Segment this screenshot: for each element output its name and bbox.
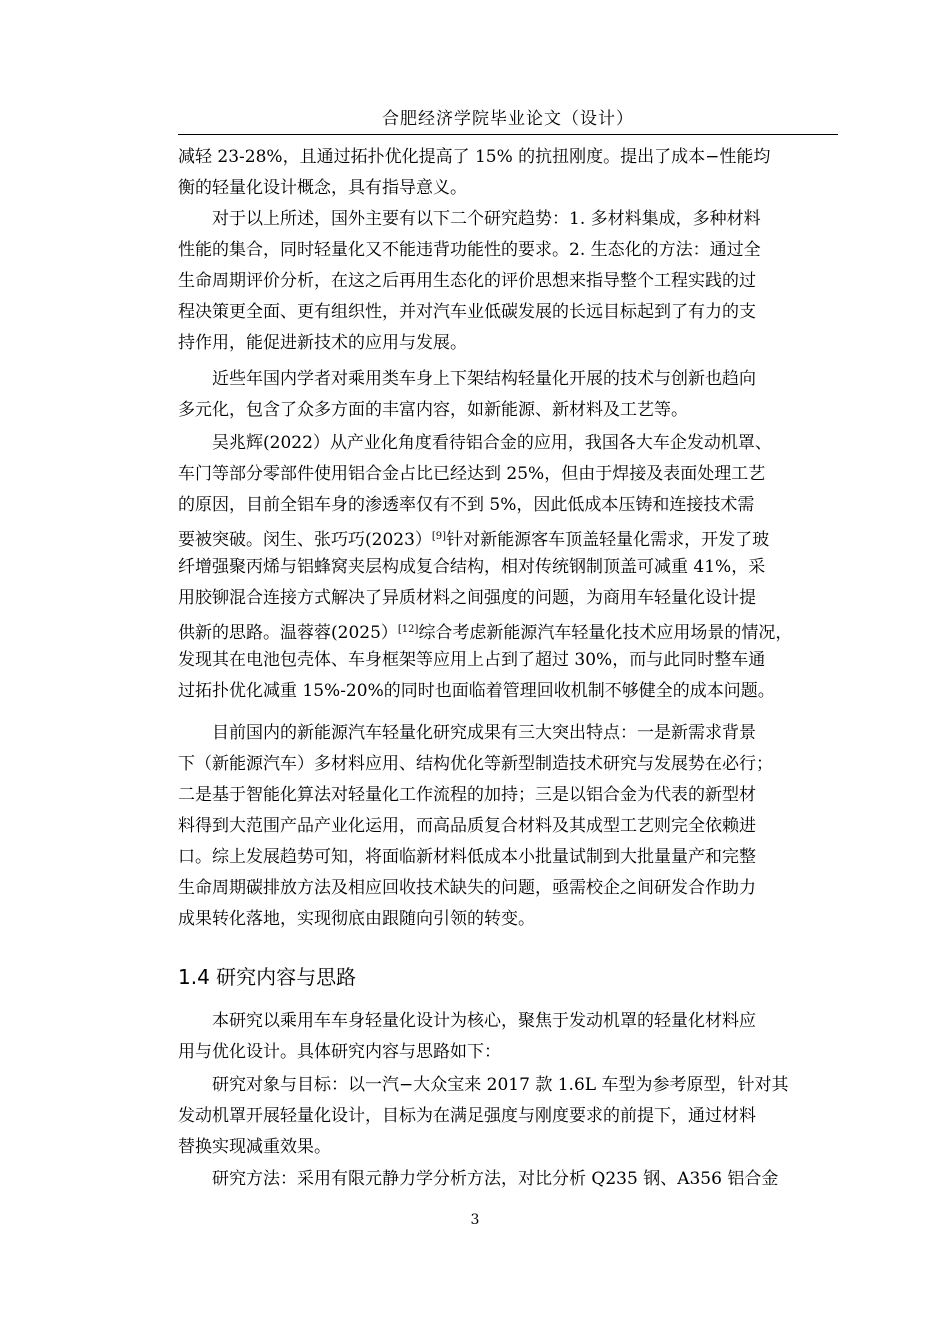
text-line: 生命周期碳排放方法及相应回收技术缺失的问题，亟需校企之间研发合作助力 <box>178 878 756 898</box>
text-line: 用胶铆混合连接方式解决了异质材料之间强度的问题，为商用车轻量化设计提 <box>178 588 756 608</box>
text-line: 目前国内的新能源汽车轻量化研究成果有三大突出特点：一是新需求背景 <box>178 723 756 743</box>
text-segment: 供新的思路。温蓉蓉(2025） <box>178 623 398 643</box>
citation: [9] <box>431 531 447 542</box>
paragraph-4 <box>178 428 838 707</box>
paragraph-6 <box>178 1006 838 1068</box>
text-line: 发现其在电池包壳体、车身框架等应用上占到了超过 30%，而与此同时整车通 <box>178 650 766 670</box>
text-line: 减轻 23-28%，且通过拓扑优化提高了 15% 的抗扭刚度。提出了成本−性能均 <box>178 147 771 167</box>
text-line: 研究对象与目标：以一汽−大众宝来 2017 款 1.6L 车型为参考原型，针对其 <box>178 1075 789 1095</box>
text-segment: 要被突破。闵生、张巧巧(2023） <box>178 530 432 550</box>
text-line: 纤增强聚丙烯与铝蜂窝夹层构成复合结构，相对传统钢制顶盖可减重 41%，采 <box>178 557 766 577</box>
paragraph-3 <box>178 364 838 426</box>
text-line: 多元化，包含了众多方面的丰富内容，如新能源、新材料及工艺等。 <box>178 400 688 420</box>
text-line: 料得到大范围产品产业化运用，而高品质复合材料及其成型工艺则完全依赖进 <box>178 816 756 836</box>
text-line: 用与优化设计。具体研究内容与思路如下： <box>178 1042 501 1062</box>
citation: [12] <box>397 624 419 635</box>
text-line: 研究方法：采用有限元静力学分析方法，对比分析 Q235 钢、A356 铝合金 <box>178 1169 779 1189</box>
text-line: 的原因，目前全铝车身的渗透率仅有不到 5%，因此低成本压铸和连接技术需 <box>178 495 755 515</box>
text-line: 二是基于智能化算法对轻量化工作流程的加持；三是以铝合金为代表的新型材 <box>178 785 756 805</box>
header-rule <box>178 134 838 135</box>
text-line: 过拓扑优化减重 15%-20%的同时也面临着管理回收机制不够健全的成本问题。 <box>178 681 775 701</box>
text-line: 下（新能源汽车）多材料应用、结构优化等新型制造技术研究与发展势在必行； <box>178 754 773 774</box>
paragraph-2 <box>178 204 838 359</box>
text-line: 性能的集合，同时轻量化又不能违背功能性的要求。2. 生态化的方法：通过全 <box>178 240 761 260</box>
page-number: 3 <box>470 1212 480 1228</box>
text-line: 成果转化落地，实现彻底由跟随向引领的转变。 <box>178 909 535 929</box>
text-line: 生命周期评价分析，在这之后再用生态化的评价思想来指导整个工程实践的过 <box>178 271 756 291</box>
text-line <box>178 521 838 552</box>
text-line: 持作用，能促进新技术的应用与发展。 <box>178 333 467 353</box>
paragraph-8 <box>178 1164 838 1195</box>
text-line: 替换实现减重效果。 <box>178 1137 331 1157</box>
paragraph-7 <box>178 1070 838 1163</box>
text-line: 本研究以乘用车车身轻量化设计为核心，聚焦于发动机罩的轻量化材料应 <box>178 1011 756 1031</box>
page-header: 合肥经济学院毕业论文（设计） <box>382 109 634 129</box>
section-heading: 1.4 研究内容与思路 <box>178 965 357 989</box>
text-line <box>178 614 838 645</box>
text-segment: 针对新能源客车顶盖轻量化需求，开发了玻 <box>446 530 770 550</box>
text-line: 车门等部分零部件使用铝合金占比已经达到 25%，但由于焊接及表面处理工艺 <box>178 464 766 484</box>
paragraph-1 <box>178 142 838 204</box>
text-line: 程决策更全面、更有组织性，并对汽车业低碳发展的长远目标起到了有力的支 <box>178 302 756 322</box>
text-line: 衡的轻量化设计概念，具有指导意义。 <box>178 178 467 198</box>
text-line: 对于以上所述，国外主要有以下二个研究趋势：1. 多材料集成，多种材料 <box>178 209 761 229</box>
paragraph-5 <box>178 718 838 935</box>
text-line: 口。综上发展趋势可知，将面临新材料低成本小批量试制到大批量量产和完整 <box>178 847 756 867</box>
text-line: 近些年国内学者对乘用类车身上下架结构轻量化开展的技术与创新也趋向 <box>178 369 756 389</box>
text-line: 吴兆辉(2022）从产业化角度看待铝合金的应用，我国各大车企发动机罩、 <box>178 433 772 453</box>
text-line: 发动机罩开展轻量化设计，目标为在满足强度与刚度要求的前提下，通过材料 <box>178 1106 756 1126</box>
text-segment: 综合考虑新能源汽车轻量化技术应用场景的情况， <box>418 623 793 643</box>
